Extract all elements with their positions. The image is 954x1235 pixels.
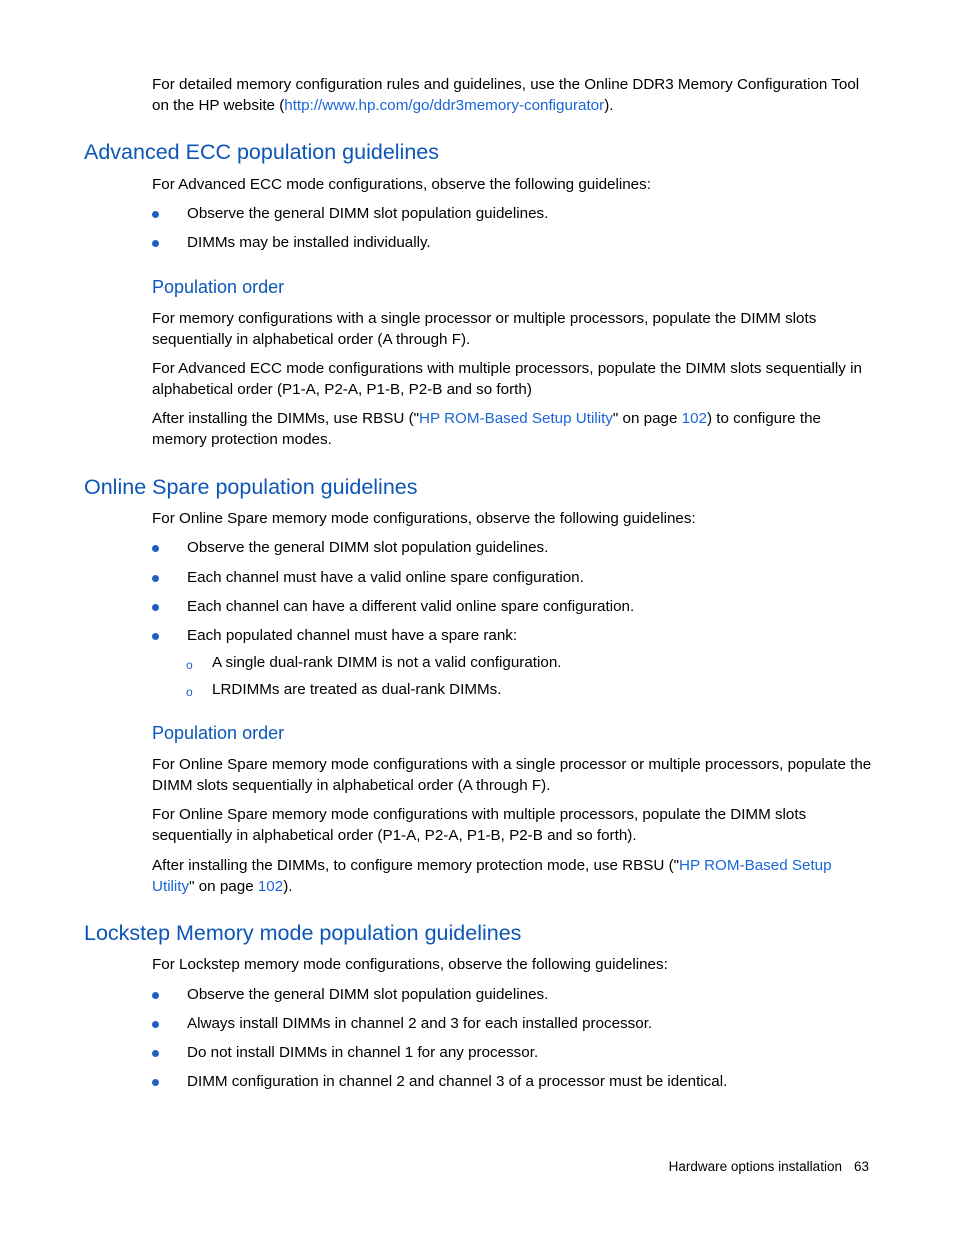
- lockstep-heading: Lockstep Memory mode population guidelines: [84, 921, 522, 945]
- bullet-icon: [152, 240, 159, 247]
- bullet-icon: [152, 604, 159, 611]
- rbsu-link[interactable]: HP ROM-Based Setup Utility: [419, 410, 613, 427]
- advanced-ecc-order-p3: After installing the DIMMs, use RBSU ("HP ROM-Based Setup Utility" on page 102) to configure the memory protection modes.: [152, 410, 821, 448]
- page-number: 63: [853, 1159, 869, 1174]
- advanced-ecc-order-p1: For memory configurations with a single processor or multiple processors, populate the DIMM slots sequentially in alphabetical order (A through F).: [152, 310, 817, 348]
- bullet-icon: [152, 992, 159, 999]
- lockstep-lead: For Lockstep memory mode configurations, observe the following guidelines:: [152, 956, 668, 973]
- online-spare-heading: Online Spare population guidelines: [84, 475, 418, 499]
- advanced-ecc-heading: Advanced ECC population guidelines: [84, 140, 439, 164]
- document-page: For detailed memory configuration rules and guidelines, use the Online DDR3 Memory Configuration Tool on the HP website (http://www.hp.com/go/ddr3memory-configurator). Advanced ECC population guidelines For Advanced ECC mode configurations, observe the following guidelines: Observe the general DIMM slot population guidelines. DIMMs may be installed individually. Population order For memory configurations with a single processor or multiple processors, populate the DIMM slots sequentially in alphabetical order (A through F). For Advanced ECC mode configurations with multiple processors, populate the DIMM slots sequentially in alphabetical order (P1-A, P2-A, P1-B, P2-B and so forth) After installing the DIMMs, use RBSU ("HP ROM-Based Setup Utility" on page 102) to configure the memory protection modes. Online Spare population guidelines For Online Spare memory mode configurations, observe the following guidelines: Observe the general DIMM slot population guidelines. Each channel must have a valid online spare configuration. Each channel can have a different valid online spare configuration. Each populated channel must have a spare rank: o A single dual-rank DIMM is not a valid configuration. o LRDIMMs are treated as dual-rank DIMMs. Population order For Online Spare memory mode configurations with a single processor or multiple processors, populate the DIMM slots sequentially in alphabetical order (A through F). For Online Spare memory mode configurations with multiple processors, populate the DIMM slots sequentially in alphabetical order (P1-A, P2-A, P1-B, P2-B and so forth). After installing the DIMMs, to configure memory protection mode, use RBSU ("HP ROM-Based Setup Utility" on page 102). Lockstep Memory mode population guidelines For Lockstep memory mode configurations, observe the following guidelines: Observe the general DIMM slot population guidelines. Always install DIMMs in channel 2 and 3 for each installed processor. Do not install DIMMs in channel 1 for any processor. DIMM configuration in channel 2 and channel 3 of a processor must be identical. Hardware options installation 63: [84, 76, 872, 1174]
- footer-section-title: Hardware options installation: [668, 1159, 842, 1174]
- online-spare-order-p2: For Online Spare memory mode configurations with multiple processors, populate the DIMM slots sequentially in alphabetical order (P1-A, P2-A, P1-B, P2-B and so forth).: [152, 806, 807, 844]
- rbsu-link[interactable]: HP ROM-Based Setup Utility: [152, 857, 832, 895]
- online-spare-lead: For Online Spare memory mode configurations, observe the following guidelines:: [152, 510, 696, 527]
- intro-line2-prefix: on the HP website (: [152, 96, 285, 114]
- bullet-icon: [152, 1021, 159, 1028]
- bullet-icon: [152, 1050, 159, 1057]
- bullet-icon: [152, 211, 159, 218]
- online-spare-order-p1: For Online Spare memory mode configurations with a single processor or multiple processors, populate the DIMM slots sequentially in alphabetical order (A through F).: [152, 756, 872, 794]
- advanced-ecc-population-order-heading: Population order: [152, 277, 285, 297]
- page-footer: [669, 1158, 869, 1176]
- circle-bullet-icon: o: [186, 658, 193, 672]
- online-spare-population-order-heading: Population order: [152, 723, 285, 743]
- bullet-icon: [152, 545, 159, 552]
- intro-line1: For detailed memory configuration rules and guidelines, use the Online DDR3 Memory Configuration Tool: [152, 76, 860, 93]
- intro-line2-suffix: ).: [604, 96, 614, 114]
- bullet-icon: [152, 633, 159, 640]
- page-link[interactable]: 102: [681, 410, 707, 427]
- bullet-icon: [152, 1079, 159, 1086]
- online-spare-order-p3: After installing the DIMMs, to configure memory protection mode, use RBSU ("HP ROM-Based Setup Utility" on page 102).: [152, 857, 832, 895]
- circle-bullet-icon: o: [186, 685, 193, 699]
- advanced-ecc-lead: For Advanced ECC mode configurations, observe the following guidelines:: [152, 176, 651, 193]
- page-link[interactable]: 102: [257, 877, 284, 895]
- intro-paragraph: [152, 75, 872, 116]
- ddr3-configurator-link[interactable]: http://www.hp.com/go/ddr3memory-configurator: [284, 96, 605, 114]
- advanced-ecc-order-p2: For Advanced ECC mode configurations with multiple processors, populate the DIMM slots sequentially in alphabetical order (P1-A, P2-A, P1-B, P2-B and so forth): [152, 360, 862, 398]
- bullet-icon: [152, 575, 159, 582]
